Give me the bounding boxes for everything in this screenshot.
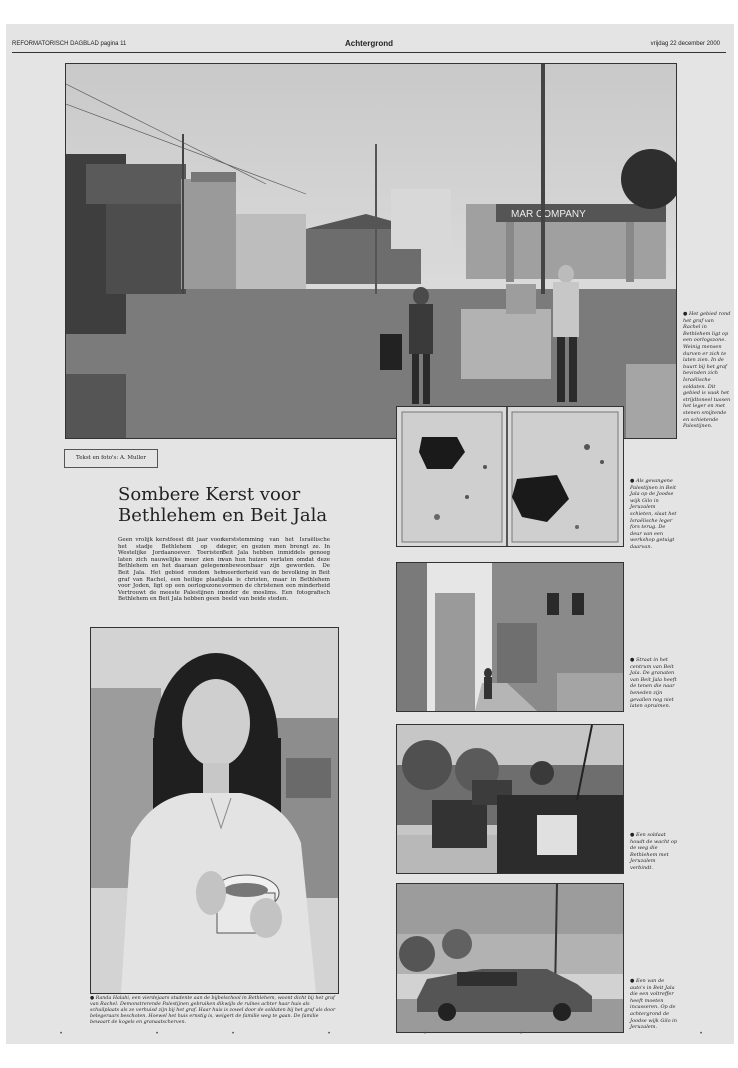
intro-column-2: kerststemming van het Israëlische leger, en gezien men brengt ze. In Beit Jala hebben inmiddels genoeg van hun huizen verlaten omdat deze onbewoonbaar zijn geworden. De meerderheid van de bevolking in Beit Jala is christen, maar in Bethlehem vormen de christenen een minderheid onder de moslims. Een fotografisch beeld van beide steden. [222,537,330,603]
header-date: vrijdag 22 december 2000 [650,41,720,47]
footer-mark: • [700,1031,703,1037]
header-rule [12,52,726,53]
header-publication: REFORMATORISCH DAGBLAD pagina 11 [12,41,127,47]
footer-mark: • [156,1031,159,1037]
caption-text-portrait: Randa Halabi, een vierdejaars studente aan de bijbelschool in Bethlehem, woont dicht bij het graf van Rachel. Demonstrerende Palestijnen gebruiken dikwijls de ruïnes achter haar huis als schuilplaats als ze verhuisd zijn bij het graf. Haar huis is zowel door de soldaten bij het graf als door belegeraars beschoten. Hoewel het huis ernstig is, weigert de familie weg te gaan. De familie bewaart de kogels en granaatscherven. [90,996,336,1025]
caption-photo-5 [630,978,678,1031]
caption-photo-4 [630,832,678,872]
photo-portrait-student [90,627,339,994]
caption-photo-2 [630,478,678,551]
caption-bullet: ● [630,657,636,663]
intro-column-1: Geen vrolijk kerstfeest dit jaar voor het stadje Bethlehem op de Westelijke Jordaanoever. Toeristen laten zich nauwelijks meer zien in Bethlehem en het daaraan gelegen Beit Jala. Het gebied rondom het graf van Rachel, een heilige plaats voor Joden, ligt op een oorlogszone. Vertrouwt de meeste Palestijnen in Bethlehem en Beit Jala hebben geen [118,537,223,603]
headline-line-2: Bethlehem en Beit Jala [118,505,328,526]
caption-text-4: Een soldaat houdt de wacht op de weg die Bethlehem met Jeruzalem verbindt. [630,832,678,871]
caption-bullet: ● [90,996,96,1001]
footer-mark: • [328,1031,331,1037]
caption-text-1: Het gebied rond het graf van Rachel in Bethlehem ligt op een oorlogszone. Weinig mensen durven er zich te laten zien. In de buurt bij het graf bevinden zich Israëlische soldaten. Dit gebied is vaak het strijdtoneel tussen het leger en met stenen smijtende en schietende Palestijnen. [683,311,731,430]
photo-bullet-holes-door [396,406,624,547]
caption-photo-1 [683,311,731,430]
photo-credit-box: Tekst en foto's: A. Muller [64,449,158,468]
headline-line-1: Sombere Kerst voor [118,484,301,505]
footer-mark: • [520,1031,523,1037]
footer-mark: • [232,1031,235,1037]
footer-mark: • [424,1031,427,1037]
caption-bullet: ● [630,832,636,838]
caption-bullet: ● [630,478,636,484]
caption-bullet: ● [630,978,636,984]
photo-sign-text: MAR COMPANY [511,209,586,220]
photo-soldier-checkpoint [396,724,624,874]
footer-mark: • [60,1031,63,1037]
footer-registration-marks [60,1031,720,1037]
header-section: Achtergrond [345,39,393,48]
photo-damaged-car [396,883,624,1033]
caption-text-5: Een van de auto's in Beit Jala die een voltreffer heeft moeten incasseren. Op de achtergrond de Joodse wijk Gilo in Jeruzalem. [630,978,677,1031]
photo-beit-jala-street [396,562,624,712]
photo-rachel-tomb-street [65,63,677,439]
caption-photo-3 [630,657,678,710]
caption-text-3: Straat in het centrum van Beit Jala. De granaten van Beit Jala heeft de tenen die naar beneden zijn gevallen nog niet laten opruimen. [630,657,677,710]
caption-bullet: ● [683,311,689,317]
article-headline [118,484,358,526]
caption-text-2: Als gevangene Palestijnen in Beit Jala op de Joodse wijk Gilo in Jeruzalem schieten, slaat het Israëlische leger fors terug. De deur van een werkshop getuigt daarvan. [630,478,677,550]
caption-portrait [90,996,337,1026]
